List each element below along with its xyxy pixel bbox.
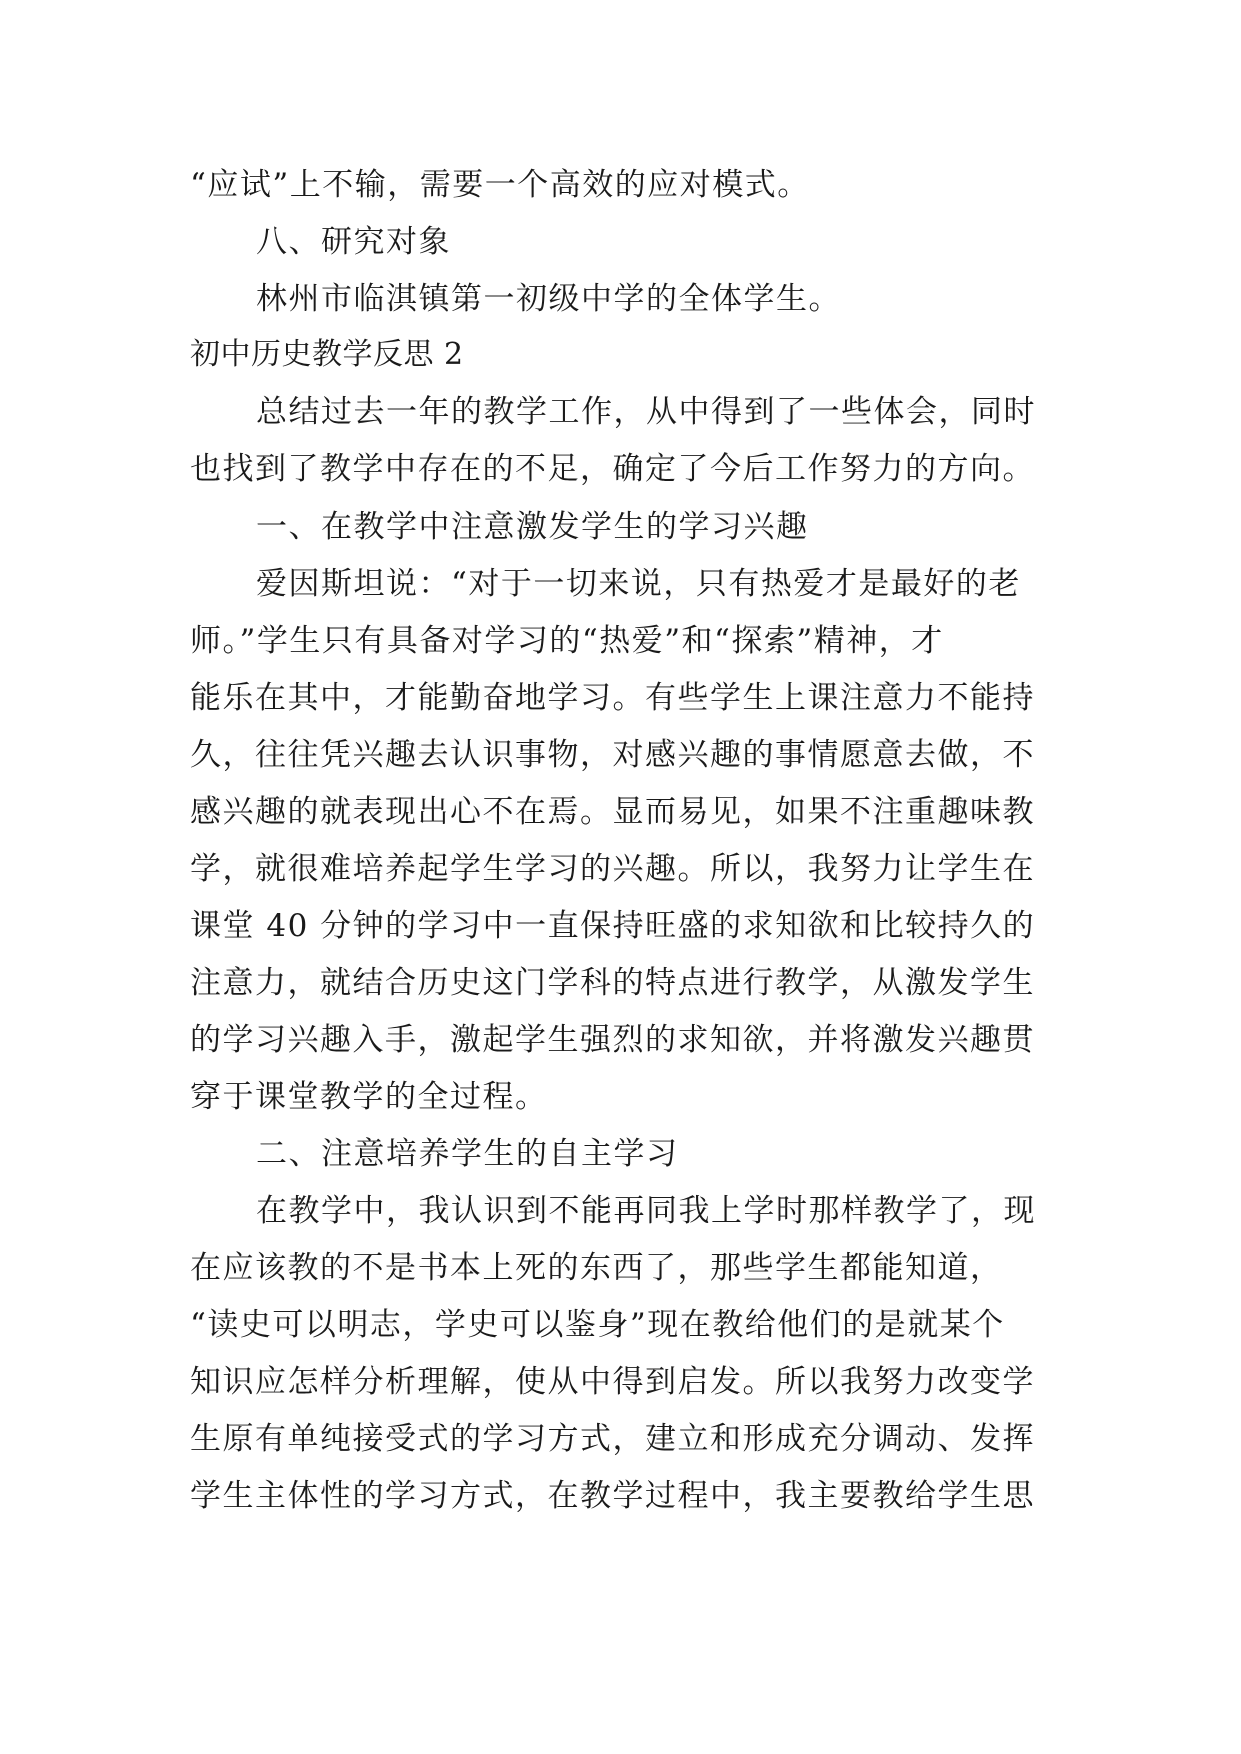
text-line: 也找到了教学中存在的不足，确定了今后工作努力的方向。 — [190, 451, 1035, 487]
text-line: 知识应怎样分析理解，使从中得到启发。所以我努力改变学 — [190, 1364, 1035, 1400]
text-line: 林州市临淇镇第一初级中学的全体学生。 — [256, 281, 841, 317]
document-title: 初中历史教学反思 2 — [190, 337, 464, 372]
text-line: 能乐在其中，才能勤奋地学习。有些学生上课注意力不能持 — [190, 680, 1035, 716]
text-line: 学生主体性的学习方式，在教学过程中，我主要教给学生思 — [190, 1478, 1035, 1514]
section-heading: 八、研究对象 — [256, 224, 451, 260]
text-line: 课堂 40 分钟的学习中一直保持旺盛的求知欲和比较持久的 — [190, 908, 1036, 944]
text-line: 注意力，就结合历史这门学科的特点进行教学，从激发学生 — [190, 965, 1035, 1001]
text-line: 师。”学生只有具备对学习的“热爱”和“探索”精神，才 — [190, 623, 944, 659]
text-line: 感兴趣的就表现出心不在焉。显而易见，如果不注重趣味教 — [190, 794, 1035, 830]
text-line: 在教学中，我认识到不能再同我上学时那样教学了，现 — [256, 1193, 1036, 1229]
text-line: 的学习兴趣入手，激起学生强烈的求知欲，并将激发兴趣贯 — [190, 1022, 1035, 1058]
text-line: 在应该教的不是书本上死的东西了，那些学生都能知道， — [190, 1250, 1003, 1286]
text-line: 穿于课堂教学的全过程。 — [190, 1079, 548, 1115]
section-heading: 二、注意培养学生的自主学习 — [256, 1136, 679, 1172]
text-line: 总结过去一年的教学工作，从中得到了一些体会，同时 — [256, 394, 1036, 430]
text-line: 生原有单纯接受式的学习方式，建立和形成充分调动、发挥 — [190, 1421, 1035, 1457]
text-line: “应试”上不输，需要一个高效的应对模式。 — [190, 167, 810, 203]
text-line: 久，往往凭兴趣去认识事物，对感兴趣的事情愿意去做，不 — [190, 737, 1035, 773]
text-line: 爱因斯坦说：“对于一切来说，只有热爱才是最好的老 — [256, 566, 1021, 602]
text-line: “读史可以明志，学史可以鉴身”现在教给他们的是就某个 — [190, 1307, 1005, 1343]
section-heading: 一、在教学中注意激发学生的学习兴趣 — [256, 509, 809, 545]
text-line: 学，就很难培养起学生学习的兴趣。所以，我努力让学生在 — [190, 851, 1035, 887]
